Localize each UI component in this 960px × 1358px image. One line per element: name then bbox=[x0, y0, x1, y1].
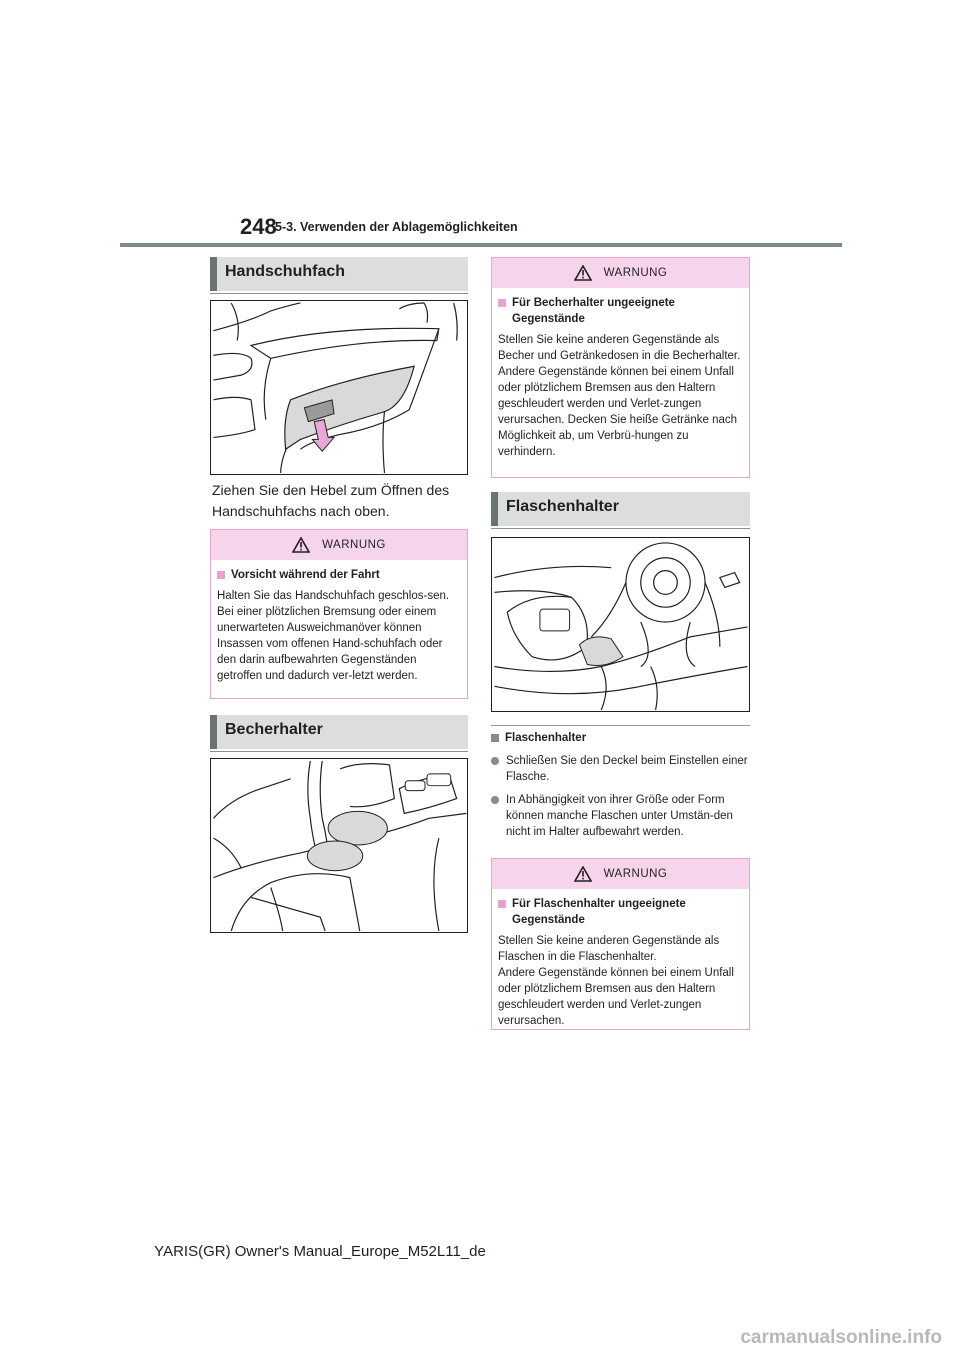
glovebox-drawing bbox=[211, 301, 467, 474]
bottleholder-item-heading-text: Flaschenhalter bbox=[505, 732, 587, 744]
warning-header bbox=[492, 258, 749, 288]
warning-text: Stellen Sie keine anderen Gegenstände als Becher und Getränkedosen in die Becherhalter. bbox=[498, 334, 741, 362]
glovebox-caption: Ziehen Sie den Hebel zum Öffnen des Handschuhfachs nach oben. bbox=[212, 482, 450, 519]
square-bullet-icon bbox=[498, 900, 506, 908]
warning-label: WARNUNG bbox=[322, 539, 386, 551]
bullet-item bbox=[491, 792, 750, 840]
warning-triangle-icon bbox=[574, 866, 592, 882]
warning-text: Andere Gegenstände können bei einem Unfall oder plötzlichem Bremsen aus den Haltern geschleudert werden und Verlet-zungen verursachen. Decken Sie heiße Getränke nach Möglichkeit ab, um Verbrü-hungen zu verhindern. bbox=[498, 366, 738, 458]
glovebox-heading-text: Handschuhfach bbox=[225, 263, 346, 280]
cupholder-heading-text: Becherhalter bbox=[225, 721, 323, 738]
round-bullet-icon bbox=[491, 757, 499, 765]
square-bullet-icon bbox=[491, 734, 499, 742]
warning-subtitle-text: Für Flaschenhalter ungeeignete Gegenstände bbox=[512, 898, 686, 926]
warning-label: WARNUNG bbox=[603, 868, 668, 880]
bullet-text: Schließen Sie den Deckel beim Einstellen einer Flasche. bbox=[506, 755, 748, 783]
cupholder-drawing bbox=[211, 759, 467, 932]
cupholder-illustration bbox=[210, 758, 468, 933]
bottleholder-heading bbox=[491, 492, 750, 526]
glovebox-warning bbox=[210, 529, 468, 699]
square-bullet-icon bbox=[498, 299, 506, 307]
header-rule bbox=[120, 243, 842, 247]
warning-header bbox=[492, 859, 749, 889]
warning-triangle-icon bbox=[292, 537, 310, 553]
warning-subtitle bbox=[217, 567, 461, 583]
bottleholder-drawing bbox=[492, 538, 749, 711]
warning-header bbox=[211, 530, 467, 560]
bullet-text: In Abhängigkeit von ihrer Größe oder Form können manche Flaschen unter Umstän-den nicht im Halter aufbewahrt werden. bbox=[506, 794, 733, 838]
warning-text: Stellen Sie keine anderen Gegenstände als Flaschen in die Flaschenhalter. bbox=[498, 935, 720, 963]
square-bullet-icon bbox=[217, 571, 225, 579]
bullet-item bbox=[491, 753, 750, 785]
glovebox-illustration bbox=[210, 300, 468, 475]
warning-subtitle bbox=[498, 295, 743, 327]
warning-label: WARNUNG bbox=[603, 267, 668, 279]
round-bullet-icon bbox=[491, 796, 499, 804]
glovebox-heading bbox=[210, 257, 468, 291]
watermark: carmanualsonline.info bbox=[740, 1327, 942, 1348]
manual-footer: YARIS(GR) Owner's Manual_Europe_M52L11_de bbox=[154, 1243, 486, 1260]
cupholder-heading bbox=[210, 715, 468, 749]
page-number: 248 bbox=[240, 214, 277, 239]
warning-triangle-icon bbox=[574, 265, 592, 281]
cupholder-warning bbox=[491, 257, 750, 478]
section-divider bbox=[491, 725, 750, 726]
bottleholder-warning bbox=[491, 858, 750, 1030]
warning-subtitle-text: Vorsicht während der Fahrt bbox=[231, 569, 380, 581]
warning-subtitle-text: Für Becherhalter ungeeignete Gegenstände bbox=[512, 297, 675, 325]
section-title: 5-3. Verwenden der Ablagemöglichkeiten bbox=[275, 220, 518, 234]
bottleholder-item-heading bbox=[491, 730, 750, 746]
bottleholder-heading-text: Flaschenhalter bbox=[506, 498, 619, 515]
warning-text: Andere Gegenstände können bei einem Unfall oder plötzlichem Bremsen aus den Haltern geschleudert werden und Verlet-zungen verursachen. bbox=[498, 967, 734, 1027]
bottleholder-illustration bbox=[491, 537, 750, 712]
warning-subtitle bbox=[498, 896, 743, 928]
warning-text: Halten Sie das Handschuhfach geschlos-sen. Bei einer plötzlichen Bremsung oder einem unerwarteten Ausweichmanöver können Insassen vom offenen Hand-schuhfach oder den darin aufbewahrten Gegenständen getroffen und dadurch ver-letzt werden. bbox=[217, 590, 450, 682]
